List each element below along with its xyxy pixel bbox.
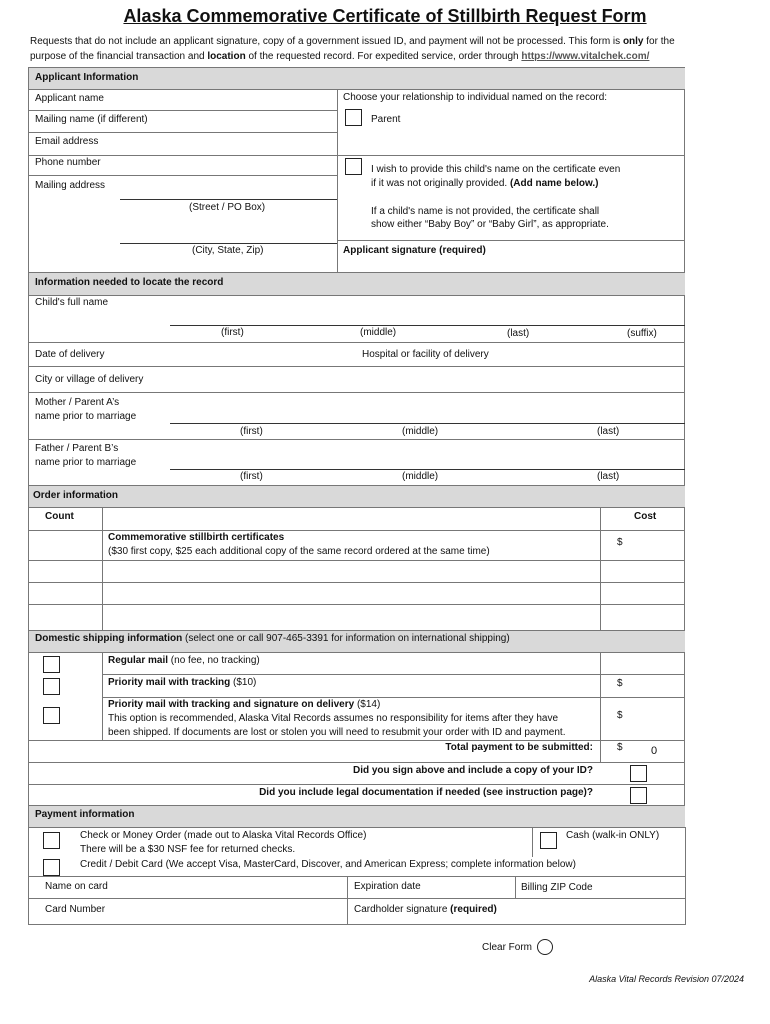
shipping-header: Domestic shipping information (select one or call 907-465-3391 for information on international shipping): [29, 631, 685, 652]
check-label: Check or Money Order (made out to Alaska Vital Records Office): [80, 830, 367, 841]
cash-label: Cash (walk-in ONLY): [566, 830, 660, 841]
provide-name-checkbox[interactable]: [345, 158, 362, 175]
signature-cost-dollar: $: [617, 710, 623, 721]
applicant-name-field[interactable]: [140, 90, 335, 110]
total-dollar: $: [617, 742, 623, 753]
total-payment-value[interactable]: 0: [651, 745, 658, 757]
city-of-delivery-label: City or village of delivery: [35, 374, 144, 385]
street-caption: (Street / PO Box): [189, 202, 266, 213]
card-number-label: Card Number: [45, 904, 106, 915]
revision-footer: Alaska Vital Records Revision 07/2024: [589, 974, 744, 984]
mother-middle-caption: (middle): [402, 426, 439, 437]
hospital-field[interactable]: [498, 343, 683, 365]
intro-text: Requests that do not include an applicant signature, copy of a government issued ID, and payment will not be processed. This form is only for the purpose of the financial transaction and location of the requested record. For expedited service, order through https://www.vitalchek.com/: [30, 36, 675, 62]
father-label-2: name prior to marriage: [35, 457, 137, 468]
check-money-order-checkbox[interactable]: [43, 832, 60, 849]
parent-checkbox[interactable]: [345, 109, 362, 126]
child-name-label: Child's full name: [35, 297, 109, 308]
applicant-header: Applicant Information: [29, 68, 685, 89]
phone-field[interactable]: [110, 156, 335, 174]
expiration-field[interactable]: [428, 877, 513, 897]
credit-card-label: Credit / Debit Card (We accept Visa, MasterCard, Discover, and American Express; complete information below): [80, 859, 576, 870]
street-field[interactable]: [120, 178, 335, 198]
billing-zip-field[interactable]: [594, 877, 683, 897]
legal-doc-question: Did you include legal documentation if needed (see instruction page)?: [259, 787, 593, 798]
relationship-label: Choose your relationship to individual named on the record:: [343, 92, 608, 103]
default-name-note: If a child's name is not provided, the certificate shall: [371, 206, 600, 217]
count-header: Count: [45, 511, 74, 522]
mailing-address-label: Mailing address: [35, 180, 106, 191]
payment-header: Payment information: [29, 806, 685, 827]
mother-name-field[interactable]: [170, 404, 683, 422]
id-question: Did you sign above and include a copy of your ID?: [352, 765, 593, 776]
regular-mail-label: Regular mail (no fee, no tracking): [108, 655, 260, 666]
signature-mail-note-2: been shipped. If documents are lost or stolen you will need to resubmit your order with ID and payment.: [108, 727, 566, 738]
mother-last-caption: (last): [597, 426, 620, 437]
expiration-label: Expiration date: [354, 881, 421, 892]
priority-mail-label: Priority mail with tracking ($10): [108, 677, 257, 688]
email-label: Email address: [35, 136, 99, 147]
child-last-caption: (last): [507, 328, 530, 339]
delivery-date-label: Date of delivery: [35, 349, 105, 360]
city-of-delivery-field[interactable]: [155, 367, 683, 391]
cardholder-signature-field[interactable]: [505, 899, 683, 923]
father-label: Father / Parent B’s: [35, 443, 119, 454]
certificate-count-field[interactable]: [29, 531, 101, 559]
city-caption: (City, State, Zip): [192, 245, 264, 256]
credit-card-checkbox[interactable]: [43, 859, 60, 876]
name-on-card-field[interactable]: [115, 877, 345, 897]
signature-mail-label: Priority mail with tracking and signature on delivery ($14): [108, 699, 381, 710]
cost-header: Cost: [634, 511, 657, 522]
regular-mail-checkbox[interactable]: [43, 656, 60, 673]
signature-mail-note: This option is recommended, Alaska Vital Records assumes no responsibility for items after they have: [108, 713, 559, 724]
default-name-note-2: show either “Baby Boy” or “Baby Girl”, as appropriate.: [371, 219, 609, 230]
mailing-name-label: Mailing name (if different): [35, 114, 148, 125]
email-field[interactable]: [110, 133, 335, 154]
child-first-caption: (first): [221, 327, 244, 338]
page-title: Alaska Commemorative Certificate of Stillbirth Request Form: [123, 6, 647, 26]
mother-first-caption: (first): [240, 426, 263, 437]
clear-form-button[interactable]: [537, 939, 553, 955]
father-first-caption: (first): [240, 471, 263, 482]
certificate-cost-field[interactable]: [627, 531, 683, 559]
father-last-caption: (last): [597, 471, 620, 482]
applicant-signature-label: Applicant signature (required): [343, 245, 486, 256]
father-name-field[interactable]: [170, 450, 683, 468]
clear-form-label: Clear Form: [482, 942, 533, 953]
mother-label-2: name prior to marriage: [35, 411, 137, 422]
provide-name-text: I wish to provide this child's name on the certificate even: [371, 164, 621, 175]
vitalchek-link[interactable]: https://www.vitalchek.com/: [521, 51, 650, 62]
mailing-name-field[interactable]: [170, 111, 335, 131]
child-name-field[interactable]: [170, 305, 683, 324]
signature-mail-checkbox[interactable]: [43, 707, 60, 724]
priority-mail-checkbox[interactable]: [43, 678, 60, 695]
delivery-date-field[interactable]: [112, 343, 352, 365]
father-middle-caption: (middle): [402, 471, 439, 482]
cash-checkbox[interactable]: [540, 832, 557, 849]
city-field[interactable]: [120, 220, 335, 242]
mother-label: Mother / Parent A’s: [35, 397, 120, 408]
cardholder-signature-label: Cardholder signature (required): [354, 904, 497, 915]
name-on-card-label: Name on card: [45, 881, 108, 892]
child-middle-caption: (middle): [360, 327, 397, 338]
card-number-field[interactable]: [110, 899, 345, 923]
id-confirm-checkbox[interactable]: [630, 765, 647, 782]
applicant-signature-field[interactable]: [343, 258, 683, 272]
total-payment-label: Total payment to be submitted:: [445, 742, 593, 753]
provide-name-text-2: if it was not originally provided. (Add name below.): [371, 178, 599, 189]
locate-header: Information needed to locate the record: [29, 273, 685, 295]
certificate-cost-dollar: $: [617, 537, 623, 548]
order-header: Order information: [29, 486, 685, 507]
parent-label: Parent: [371, 114, 401, 125]
billing-zip-label: Billing ZIP Code: [521, 882, 593, 893]
legal-doc-checkbox[interactable]: [630, 787, 647, 804]
certificate-price: ($30 first copy, $25 each additional copy of the same record ordered at the same time): [108, 546, 490, 557]
phone-label: Phone number: [35, 157, 101, 168]
child-suffix-caption: (suffix): [627, 328, 657, 339]
hospital-label: Hospital or facility of delivery: [362, 349, 489, 360]
priority-cost-dollar: $: [617, 678, 623, 689]
certificate-item: Commemorative stillbirth certificates: [108, 532, 285, 543]
applicant-name-label: Applicant name: [35, 93, 104, 104]
nsf-note: There will be a $30 NSF fee for returned checks.: [80, 844, 296, 855]
